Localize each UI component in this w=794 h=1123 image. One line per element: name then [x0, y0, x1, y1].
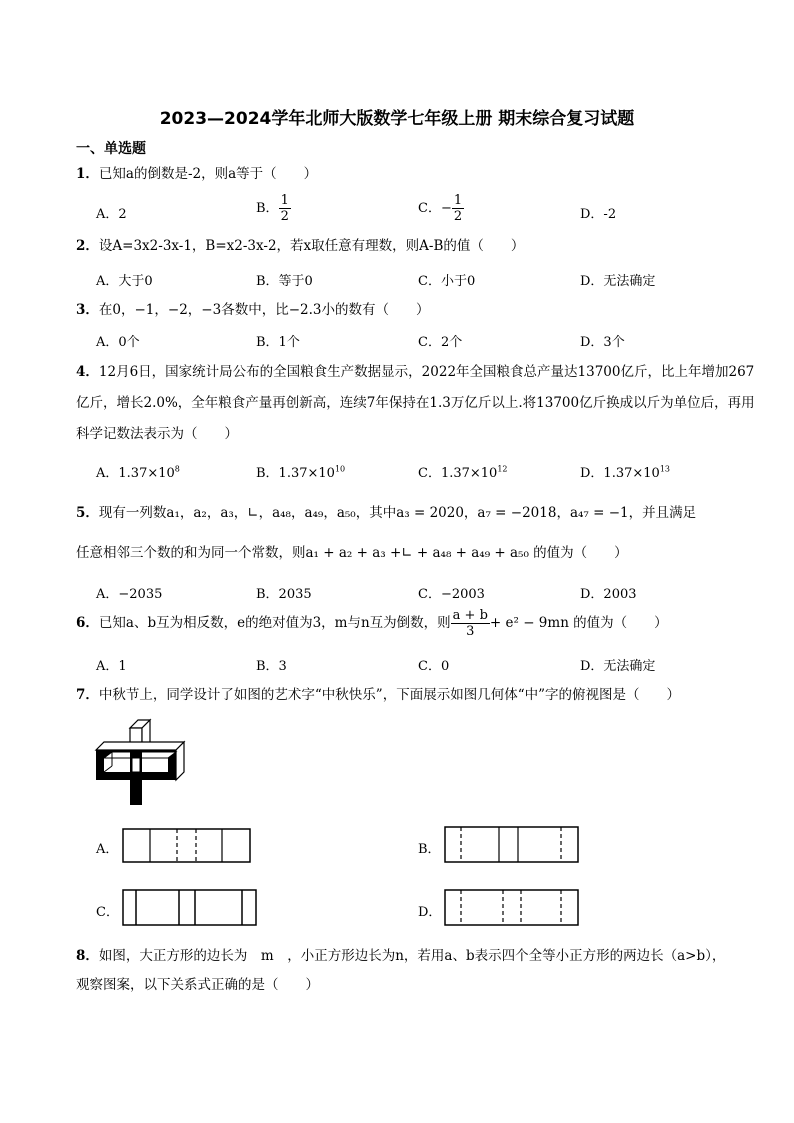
numerator: a + b — [452, 608, 488, 623]
question-7 — [76, 685, 680, 705]
option-base: D．1.37×10 — [580, 466, 660, 481]
question-text: 已知a、b互为相反数，e的绝对值为3，m与n互为倒数，则 — [98, 615, 451, 631]
question-6 — [76, 608, 668, 639]
option-a: A．1 — [96, 659, 127, 674]
question-text: 如图，大正方形的边长为 m ，小正方形边长为n，若用a、b表示四个全等小正方形的两边长（a>b）， — [98, 948, 726, 964]
option-c-topview — [122, 889, 258, 927]
option-c — [418, 193, 464, 224]
option-d: D．3个 — [580, 335, 625, 350]
option-c: C． — [96, 905, 119, 920]
denominator: 2 — [280, 209, 289, 224]
option-b: B． — [418, 842, 441, 857]
option-c: C．−2003 — [418, 587, 485, 602]
option-d — [580, 462, 670, 481]
option-b: B．1个 — [256, 335, 300, 350]
option-a: A．−2035 — [96, 587, 163, 602]
question-number: 8． — [76, 948, 99, 964]
question-text: 设A=3x2-3x-1，B=x2-3x-2，若x取任意有理数，则A-B的值（ ） — [98, 238, 525, 254]
denominator: 3 — [466, 624, 475, 639]
option-d: D．无法确定 — [580, 274, 656, 289]
question-4 — [76, 357, 756, 450]
option-d: D．无法确定 — [580, 659, 656, 674]
option-b: B．3 — [256, 659, 287, 674]
option-label: C．− — [418, 201, 452, 216]
option-d: D． — [418, 905, 442, 920]
question-5 — [76, 503, 696, 523]
question-text: 中秋节上，同学设计了如图的艺术字“中秋快乐”，下面展示如图几何体“中”字的俯视图是（ ） — [98, 687, 681, 703]
question-number: 3． — [76, 302, 99, 318]
option-b — [256, 193, 291, 224]
option-a: A．2 — [96, 207, 127, 222]
option-a: A． — [96, 842, 119, 857]
question-8-line2: 观察图案，以下关系式正确的是（ ） — [76, 977, 319, 993]
option-a: A．大于0 — [96, 274, 153, 289]
question-3 — [76, 300, 429, 320]
question-text: 在0，−1，−2，−3各数中，比−2.3小的数有（ ） — [98, 302, 430, 318]
option-base: C．1.37×10 — [418, 466, 498, 481]
question-number: 5． — [76, 505, 99, 521]
option-b — [256, 462, 345, 481]
question-text-tail: + e² − 9mn 的值为（ ） — [489, 615, 668, 631]
option-b-topview — [444, 826, 580, 864]
option-base: B．1.37×10 — [256, 466, 335, 481]
exponent: 10 — [334, 464, 346, 474]
exponent: 12 — [497, 464, 508, 474]
denominator: 2 — [453, 209, 463, 224]
option-c: C．小于0 — [418, 274, 476, 289]
option-label: B． — [256, 201, 279, 216]
exponent: 8 — [174, 464, 180, 474]
page-title: 2023—2024学年北师大版数学七年级上册 期末综合复习试题 — [159, 109, 635, 129]
section-heading: 一、单选题 — [76, 141, 146, 157]
fraction — [451, 608, 490, 639]
question-number: 7． — [76, 687, 99, 703]
question-number: 4． — [76, 364, 99, 380]
option-b: B．2035 — [256, 587, 312, 602]
fraction — [452, 193, 464, 224]
question-number: 2． — [76, 238, 99, 254]
numerator: 1 — [453, 193, 463, 208]
zhong-character-figure — [92, 716, 192, 808]
option-a-topview — [122, 828, 252, 864]
option-d: D．-2 — [580, 207, 617, 222]
question-8 — [76, 946, 725, 966]
option-c: C．2个 — [418, 335, 463, 350]
option-c — [418, 462, 508, 481]
question-text: 12月6日，国家统计局公布的全国粮食生产数据显示，2022年全国粮食总产量达13700亿斤，比上年增加267亿斤，增长2.0%，全年粮食产量再创新高，连续7年保持在1.3万亿斤以上.将13700亿斤换成以斤为单位后，再用科学记数法表示为（ ） — [76, 364, 755, 442]
option-b: B．等于0 — [256, 274, 313, 289]
question-text: 现有一列数a₁，a₂，a₃，∟，a₄₈，a₄₉，a₅₀，其中a₃ = 2020，a₇ = −2018，a₄₇ = −1，并且满足 — [98, 505, 697, 521]
option-c: C．0 — [418, 659, 450, 674]
option-a — [96, 462, 180, 481]
question-2 — [76, 236, 524, 256]
question-number: 6． — [76, 615, 99, 631]
question-text: 已知a的倒数是-2，则a等于（ ） — [98, 166, 318, 182]
option-d: D．2003 — [580, 587, 637, 602]
question-number: 1． — [76, 166, 99, 182]
option-d-topview — [444, 889, 580, 927]
question-1 — [76, 164, 317, 184]
question-5-line2: 任意相邻三个数的和为同一个常数，则a₁ + a₂ + a₃ +∟ + a₄₈ + a₄₉ + a₅₀ 的值为（ ） — [76, 545, 628, 561]
numerator: 1 — [280, 193, 289, 208]
exponent: 13 — [659, 464, 670, 474]
fraction — [279, 193, 291, 224]
option-a: A．0个 — [96, 335, 140, 350]
option-base: A．1.37×10 — [96, 466, 175, 481]
